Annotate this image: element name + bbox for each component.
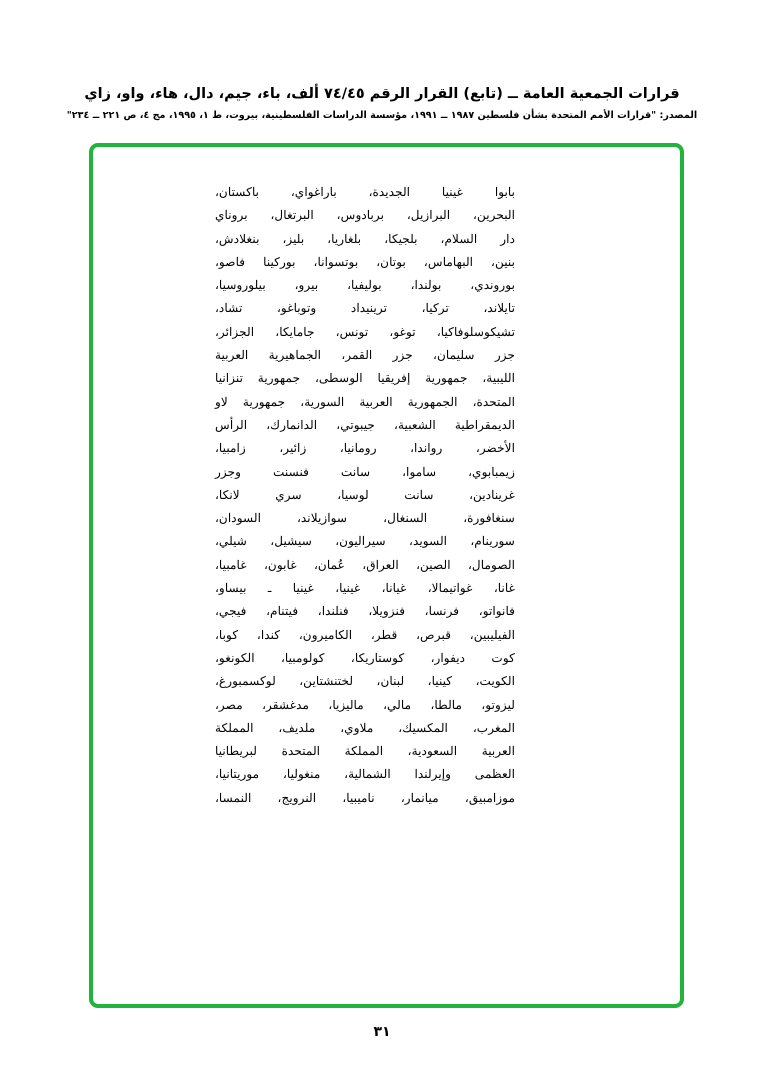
text-line: الفيليبين، قبرص، قطر، الكاميرون، كندا، كوبا، xyxy=(215,627,515,642)
text-line: تايلاند، تركيا، ترينيداد وتوباغو، تشاد، xyxy=(215,301,515,316)
text-line: بابوا غينيا الجديدة، باراغواي، باكستان، xyxy=(215,185,515,199)
text-line: بوروندي، بولندا، بوليفيا، بيرو، بيلوروسيا، xyxy=(215,278,515,293)
text-line: فانواتو، فرنسا، فنزويلا، فنلندا، فيتنام، فيجي، xyxy=(215,604,515,619)
text-line: الكويت، كينيا، لبنان، لختنشتاين، لوكسمبورغ، xyxy=(215,674,515,689)
text-line: ليزوتو، مالطا، مالي، ماليزيا، مدغشقر، مصر، xyxy=(215,697,515,712)
text-line: المغرب، المكسيك، ملاوي، ملديف، المملكة xyxy=(215,720,515,735)
text-line: موزامبيق، ميانمار، ناميبيا، النرويج، النمسا، xyxy=(215,790,515,805)
text-line: العربية السعودية، المملكة المتحدة لبريطانيا xyxy=(215,744,515,759)
source-citation: المصدر: "قرارات الأمم المتحدة بشأن فلسطين ١٩٨٧ ــ ١٩٩١، مؤسسة الدراسات الفلسطينية، بيروت، ط ١، ١٩٩٥، مج ٤، ص ٢٢١ ــ ٢٣٤" xyxy=(66,110,698,121)
text-line: زيمبابوي، ساموا، سانت فنسنت وجزر xyxy=(215,464,515,479)
text-line: غانا، غواتيمالا، غيانا، غينيا، غينيا ـ بيساو، xyxy=(215,581,515,596)
page-number: ٣١ xyxy=(373,1024,391,1040)
text-line: جزر سليمان، جزر القمر، الجماهيرية العربية xyxy=(215,348,515,363)
text-line: العظمى وإيرلندا الشمالية، منغوليا، موريتانيا، xyxy=(215,767,515,782)
text-line: الصومال، الصين، العراق، عُمان، غابون، غامبيا، xyxy=(215,557,515,572)
text-line: بنين، البهاماس، بوتان، بوتسوانا، بوركينا فاصو، xyxy=(215,254,515,269)
text-line: غرينادين، سانت لوسيا، سري لانكا، xyxy=(215,487,515,502)
text-line: سنغافورة، السنغال، سوازيلاند، السودان، xyxy=(215,511,515,526)
text-line: البحرين، البرازيل، بربادوس، البرتغال، بروناي xyxy=(215,208,515,223)
text-line: سورينام، السويد، سيراليون، سيشيل، شيلي، xyxy=(215,534,515,549)
text-line: دار السلام، بلجيكا، بلغاريا، بليز، بنغلادش، xyxy=(215,231,515,246)
text-line: الديمقراطية الشعبية، جيبوتي، الدانمارك، الرأس xyxy=(215,417,515,432)
text-line: تشيكوسلوفاكيا، توغو، تونس، جامايكا، الجزائر، xyxy=(215,324,515,339)
text-line: كوت ديفوار، كوستاريكا، كولومبيا، الكونغو، xyxy=(215,650,515,665)
text-line: المتحدة، الجمهورية العربية السورية، جمهورية لاو xyxy=(215,394,515,409)
page-header-title: قرارات الجمعية العامة ــ (تابع) القرار الرقم ٧٤/٤٥ ألف، باء، جيم، دال، هاء، واو، زاي xyxy=(84,86,680,102)
body-text xyxy=(215,181,515,810)
text-line: الليبية، جمهورية إفريقيا الوسطى، جمهورية تنزانيا xyxy=(215,371,515,386)
text-line: الأخضر، رواندا، رومانيا، زائير، زامبيا، xyxy=(215,441,515,456)
